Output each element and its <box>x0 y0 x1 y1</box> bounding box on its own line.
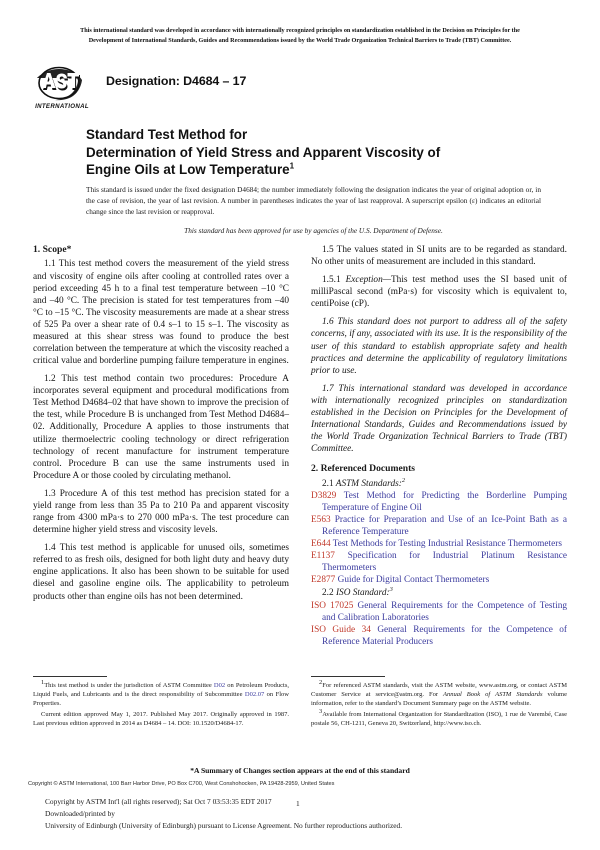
paragraph-1-2: 1.2 This test method contain two procedures: Procedure A incorporates several equipment and procedural modifications from Test Method D4684–02 that have shown to improve the precision of the test, while Procedure B is unchanged from Test Method D4684–02. Additionally, Procedure A applies to those instruments that utilize thermoelectric cooling technology or direct refrigeration technology of recent manufacture for instrument temperature control. Procedure B can use the same instruments used in Procedure A or those cooled by circulating methanol. <box>33 374 289 481</box>
paragraph-1-5-1-lead: Exception— <box>345 275 391 286</box>
list-item[interactable] <box>311 550 567 574</box>
paragraph-1-5-1 <box>311 274 567 310</box>
astm-emblem-icon <box>30 63 88 103</box>
column-left <box>33 244 289 603</box>
paragraph-1-3: 1.3 Procedure A of this test method has precision stated for a yield range from less than 35 Pa to 210 Pa and apparent viscosity range from 4300 mPa·s to 270 000 mPa·s. The test procedure can determine higher yield stress and viscosity levels. <box>33 488 289 536</box>
reference-code[interactable]: ISO Guide 34 <box>311 624 371 635</box>
download-line-2: Downloaded/printed by <box>45 808 115 818</box>
paragraph-1-5-1-number: 1.5.1 <box>322 275 341 286</box>
title-line-2: Determination of Yield Stress and Apparent Viscosity of <box>86 144 441 160</box>
download-license-block <box>45 796 545 832</box>
reference-title[interactable]: Guide for Digital Contact Thermometers <box>337 575 490 586</box>
reference-title[interactable]: Specification for Industrial Platinum Resistance Thermometers <box>322 551 567 574</box>
footnote-1-part-3: on Flow Properties. <box>33 691 289 708</box>
subheading-astm-number: 2.1 <box>322 478 334 489</box>
subheading-iso-marker: 3 <box>389 586 393 594</box>
footnote-2-marker: 2 <box>319 678 323 686</box>
masthead <box>30 63 570 119</box>
reference-code[interactable]: E1137 <box>311 551 335 562</box>
subheading-iso-title: ISO Standard: <box>335 588 390 599</box>
body-columns <box>33 244 567 674</box>
paragraph-1-6: 1.6 This standard does not purport to address all of the safety concerns, if any, associated with its use. It is the responsibility of the user of this standard to establish appropriate safety and health practices and determine the applicability of regulatory limitations prior to use. <box>311 317 567 376</box>
reference-code[interactable]: E644 <box>311 539 331 550</box>
download-line-1: Copyright by ASTM Int'l (all rights reserved); Sat Oct 7 03:53:35 EDT 2017 <box>45 797 272 806</box>
footnote-divider <box>311 676 385 677</box>
column-right <box>311 244 567 648</box>
footnote-1 <box>33 678 290 709</box>
title-line-1: Standard Test Method for <box>86 127 248 142</box>
title-footnote-marker: 1 <box>289 161 295 171</box>
footnote-1-link-d0207[interactable]: D02.07 <box>244 691 265 699</box>
reference-code[interactable]: E2877 <box>311 575 336 586</box>
list-item[interactable] <box>311 600 567 624</box>
footnote-1-part-2: on Petroleum Products, Liquid Fuels, and Lubricants and is the direct responsibility of Subcommittee <box>33 682 290 699</box>
wto-banner <box>33 26 567 46</box>
paragraph-1-7: 1.7 This international standard was developed in accordance with internationally recognized principles on standardization established in the Decision on Principles for the Development of International Standards, Guides and Recommendations issued by the World Trade Organization Technical Barriers to Trade (TBT) Committee. <box>311 383 567 455</box>
heading-scope: 1. Scope* <box>33 244 72 255</box>
subheading-astm-marker: 2 <box>401 476 406 484</box>
copyright-notice: Copyright © ASTM International, 100 Barr Harbor Drive, PO Box C700, West Conshohocken, PA 19428-2959, United States <box>28 781 335 787</box>
subheading-astm-title: ASTM Standards: <box>335 478 402 489</box>
footnote-3-marker: 3 <box>319 707 323 715</box>
astm-logo <box>30 63 96 115</box>
iso-reference-list <box>311 600 567 648</box>
list-item[interactable] <box>311 490 567 514</box>
reference-title[interactable]: Test Method for Predicting the Borderline Pumping Temperature of Engine Oil <box>322 490 567 513</box>
subheading-astm-standards <box>311 478 567 490</box>
reference-title[interactable]: General Requirements for the Competence of Testing and Calibration Laboratories <box>322 600 568 623</box>
document-title <box>86 126 556 179</box>
designation-label: Designation: D4684 – 17 <box>106 74 247 88</box>
footnote-divider <box>33 676 107 677</box>
title-line-3 <box>86 161 556 179</box>
list-item[interactable] <box>311 624 567 648</box>
footnote-2-italic: Annual Book of ASTM Standards <box>443 691 543 699</box>
download-line-3: University of Edinburgh (University of Edinburgh) pursuant to License Agreement. No further reproductions authorized. <box>45 820 403 830</box>
footnote-1-part-1: This test method is under the jurisdiction of ASTM Committee <box>44 682 214 689</box>
list-item[interactable] <box>311 538 567 550</box>
footnote-1-edition: Current edition approved May 1, 2017. Published May 2017. Originally approved in 1987. Last previous edition approved in 2014 as D4684 – 14. DOI: 10.1520/D4684-17. <box>33 710 289 727</box>
reference-title[interactable]: Practice for Preparation and Use of an Ice-Point Bath as a Reference Temperature <box>322 514 567 538</box>
dod-approval-note: This standard has been approved for use by agencies of the U.S. Department of Defense. <box>184 226 443 235</box>
reference-code[interactable]: E563 <box>311 514 331 525</box>
summary-of-changes-note: *A Summary of Changes section appears at the end of this standard <box>190 766 410 775</box>
footnote-3-text: Available from International Organization for Standardization (ISO), 1 rue de Varembé, Case postale 56, CH-1211, Geneva 20, Switzerland, http://www.iso.ch. <box>311 710 567 727</box>
reference-title[interactable]: Test Methods for Testing Industrial Resistance Thermometers <box>332 539 562 550</box>
paragraph-1-5-1-text: This test method uses the SI based unit of milliPascal second (mPa·s) for viscosity which is equivalent to, centiPoise (cP). <box>311 275 567 310</box>
footnote-3 <box>311 707 567 728</box>
paragraph-1-5: 1.5 The values stated in SI units are to be regarded as standard. No other units of measurement are included in this standard. <box>311 245 567 268</box>
subheading-iso-standards <box>311 587 567 599</box>
list-item[interactable] <box>311 514 567 538</box>
list-item[interactable] <box>311 574 567 586</box>
footnote-2-part-1: For referenced ASTM standards, visit the ASTM website, www.astm.org, or contact ASTM Customer Service at service@astm.org. For <box>311 682 567 699</box>
wto-banner-line-2: Development of International Standards, Guides and Recommendations issued by the World Trade Organization Technical Barriers to Trade (TBT) Committee. <box>88 37 512 45</box>
footnotes <box>33 676 567 754</box>
footnote-column-left <box>33 676 289 728</box>
issuance-note: This standard is issued under the fixed designation D4684; the number immediately following the designation indicates the year of original adoption or, in the case of revision, the year of last revision. A number in parentheses indicates the year of last reapproval. A superscript epsilon (ε) indicates an editorial change since the last revision or reapproval. <box>86 185 541 217</box>
title-line-3-text: Engine Oils at Low Temperature <box>86 162 290 178</box>
footnote-1-marker: 1 <box>41 678 45 686</box>
astm-logo-subtitle: INTERNATIONAL <box>35 103 89 110</box>
astm-reference-list <box>311 490 567 587</box>
footnote-column-right <box>311 676 567 728</box>
page-number: 1 <box>296 799 300 808</box>
reference-title[interactable]: General Requirements for the Competence of Reference Material Producers <box>322 624 568 647</box>
footnote-1-link-d02[interactable]: D02 <box>213 682 226 689</box>
paragraph-1-4: 1.4 This test method is applicable for unused oils, sometimes referred to as fresh oils, designed for both light duty and heavy duty engine applications. It also has been shown to be suitable for used diesel and gasoline engine oils. The applicability to petroleum products other than engine oils has not been determined. <box>33 543 289 602</box>
subheading-iso-number: 2.2 <box>322 588 334 599</box>
footnote-2-part-2: volume information, refer to the standard’s Document Summary page on the ASTM website. <box>311 691 567 708</box>
reference-code[interactable]: D3829 <box>311 490 337 501</box>
wto-banner-line-1: This international standard was developed in accordance with internationally recognized principles on standardization established in the Decision on Principles for the <box>80 27 520 34</box>
reference-code[interactable]: ISO 17025 <box>311 600 354 611</box>
footnote-2 <box>311 678 567 709</box>
heading-referenced-documents: 2. Referenced Documents <box>311 463 415 475</box>
paragraph-1-1: 1.1 This test method covers the measurement of the yield stress and viscosity of engine oils after cooling at controlled rates over a period exceeding 45 h to a final test temperature between –10 °C and –40 °C. The precision is stated for test temperatures from –40 °C to –15 °C. The viscosity measurements are made at a shear stress of 525 Pa over a shear rate of 0.4 s–1 to 15 s–1. The viscosity as measured at this shear stress was found to produce the best correlation between the temperature at which the viscosity reached a critical value and borderline pumping failure temperature in engines. <box>33 259 289 367</box>
